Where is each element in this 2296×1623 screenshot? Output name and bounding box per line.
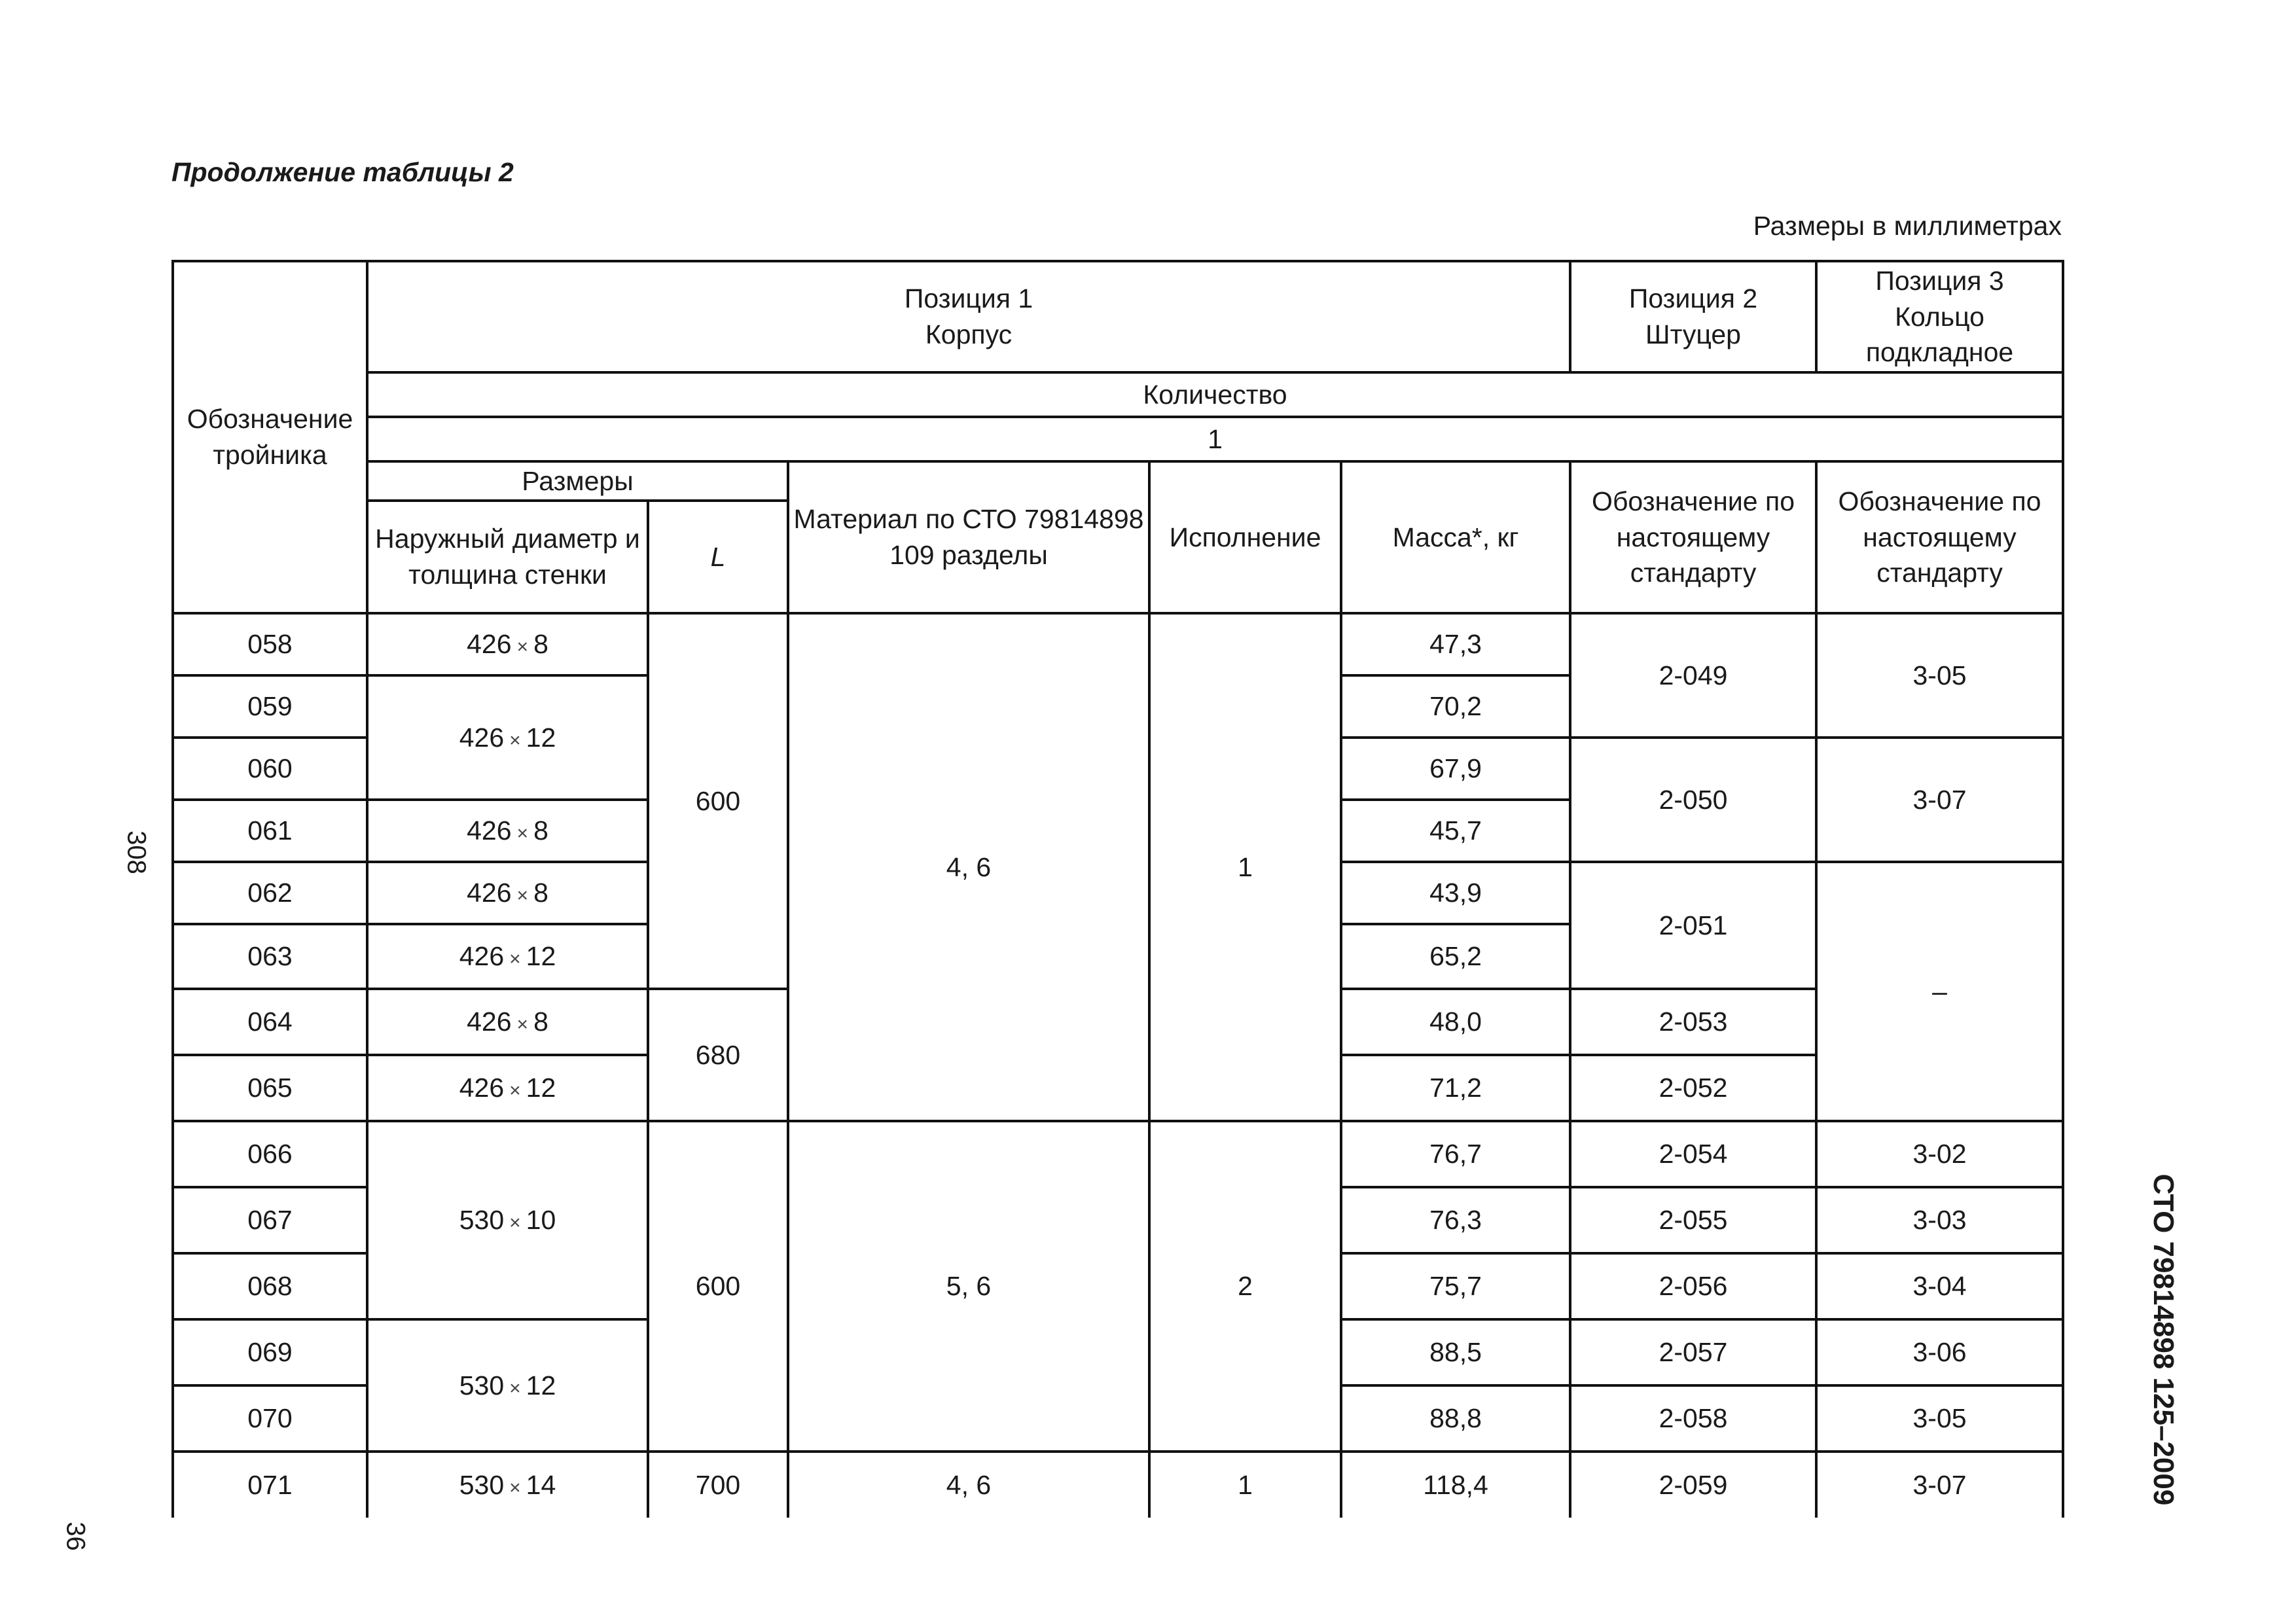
cell-mass: 45,7 bbox=[1341, 800, 1570, 862]
cell-mass: 88,5 bbox=[1341, 1319, 1570, 1385]
cell-designation: 058 bbox=[173, 613, 367, 675]
header-quantity: Количество bbox=[367, 372, 2063, 417]
cell-outer-dims: 426 × 12 bbox=[367, 675, 648, 800]
cell-pos2: 2-050 bbox=[1570, 738, 1816, 862]
cell-pos3: 3-03 bbox=[1816, 1187, 2063, 1253]
cell-pos3: 3-02 bbox=[1816, 1121, 2063, 1187]
specification-table bbox=[171, 260, 2064, 1518]
page-number-upper: 308 bbox=[122, 830, 151, 874]
cell-mass: 65,2 bbox=[1341, 924, 1570, 989]
header-length: L bbox=[648, 501, 788, 613]
cell-length: 680 bbox=[648, 989, 788, 1121]
cell-outer-dims: 426 × 12 bbox=[367, 924, 648, 989]
header-position-1: Позиция 1 Корпус bbox=[367, 261, 1570, 372]
cell-pos3: 3-04 bbox=[1816, 1253, 2063, 1319]
cell-outer-dims: 426 × 8 bbox=[367, 989, 648, 1055]
cell-pos3: 3-05 bbox=[1816, 1385, 2063, 1452]
cell-mass: 75,7 bbox=[1341, 1253, 1570, 1319]
header-dimensions: Размеры bbox=[367, 461, 788, 501]
header-position-3: Позиция 3 Кольцо подкладное bbox=[1816, 261, 2063, 372]
page-number-lower: 36 bbox=[61, 1522, 90, 1551]
cell-length: 600 bbox=[648, 1121, 788, 1452]
cell-pos2: 2-054 bbox=[1570, 1121, 1816, 1187]
cell-pos2: 2-058 bbox=[1570, 1385, 1816, 1452]
cell-mass: 70,2 bbox=[1341, 675, 1570, 738]
table-caption: Продолжение таблицы 2 bbox=[171, 157, 514, 187]
header-mass: Масса*, кг bbox=[1341, 461, 1570, 613]
cell-pos3: 3-07 bbox=[1816, 1452, 2063, 1518]
cell-pos2: 2-052 bbox=[1570, 1055, 1816, 1121]
cell-outer-dims: 426 × 12 bbox=[367, 1055, 648, 1121]
cell-pos3: 3-07 bbox=[1816, 738, 2063, 862]
header-designation: Обозначение тройника bbox=[173, 261, 367, 613]
cell-mass: 48,0 bbox=[1341, 989, 1570, 1055]
header-material: Материал по СТО 79814898 109 разделы bbox=[788, 461, 1149, 613]
cell-designation: 065 bbox=[173, 1055, 367, 1121]
cell-designation: 059 bbox=[173, 675, 367, 738]
cell-mass: 76,7 bbox=[1341, 1121, 1570, 1187]
cell-outer-dims: 426 × 8 bbox=[367, 862, 648, 924]
cell-pos2: 2-055 bbox=[1570, 1187, 1816, 1253]
cell-material: 5, 6 bbox=[788, 1121, 1149, 1452]
cell-designation: 071 bbox=[173, 1452, 367, 1518]
cell-material: 4, 6 bbox=[788, 613, 1149, 1121]
cell-material: 4, 6 bbox=[788, 1452, 1149, 1518]
cell-designation: 061 bbox=[173, 800, 367, 862]
cell-designation: 069 bbox=[173, 1319, 367, 1385]
header-execution: Исполнение bbox=[1149, 461, 1341, 613]
header-pos2-designation: Обозначение по настоящему стандарту bbox=[1570, 461, 1816, 613]
cell-mass: 71,2 bbox=[1341, 1055, 1570, 1121]
cell-pos2: 2-051 bbox=[1570, 862, 1816, 989]
header-position-2: Позиция 2 Штуцер bbox=[1570, 261, 1816, 372]
cell-outer-dims: 530 × 12 bbox=[367, 1319, 648, 1452]
cell-outer-dims: 530 × 10 bbox=[367, 1121, 648, 1319]
cell-designation: 068 bbox=[173, 1253, 367, 1319]
header-pos3-designation: Обозначение по настоящему стандарту bbox=[1816, 461, 2063, 613]
cell-pos2: 2-056 bbox=[1570, 1253, 1816, 1319]
cell-designation: 070 bbox=[173, 1385, 367, 1452]
cell-mass: 88,8 bbox=[1341, 1385, 1570, 1452]
cell-length: 700 bbox=[648, 1452, 788, 1518]
cell-mass: 47,3 bbox=[1341, 613, 1570, 675]
cell-designation: 062 bbox=[173, 862, 367, 924]
cell-pos3: – bbox=[1816, 862, 2063, 1121]
header-outer-diameter: Наружный диаметр и толщина стенки bbox=[367, 501, 648, 613]
cell-designation: 064 bbox=[173, 989, 367, 1055]
units-note: Размеры в миллиметрах bbox=[1753, 211, 2062, 241]
cell-execution: 1 bbox=[1149, 613, 1341, 1121]
cell-designation: 063 bbox=[173, 924, 367, 989]
cell-execution: 2 bbox=[1149, 1121, 1341, 1452]
cell-outer-dims: 530 × 14 bbox=[367, 1452, 648, 1518]
cell-mass: 76,3 bbox=[1341, 1187, 1570, 1253]
cell-pos2: 2-057 bbox=[1570, 1319, 1816, 1385]
cell-outer-dims: 426 × 8 bbox=[367, 800, 648, 862]
header-quantity-value: 1 bbox=[367, 417, 2063, 461]
cell-pos2: 2-049 bbox=[1570, 613, 1816, 738]
cell-pos2: 2-053 bbox=[1570, 989, 1816, 1055]
cell-mass: 43,9 bbox=[1341, 862, 1570, 924]
cell-mass: 118,4 bbox=[1341, 1452, 1570, 1518]
cell-mass: 67,9 bbox=[1341, 738, 1570, 800]
cell-length: 600 bbox=[648, 613, 788, 989]
cell-designation: 066 bbox=[173, 1121, 367, 1187]
standard-code: СТО 79814898 125–2009 bbox=[2147, 1173, 2179, 1506]
cell-execution: 1 bbox=[1149, 1452, 1341, 1518]
cell-designation: 067 bbox=[173, 1187, 367, 1253]
cell-outer-dims: 426 × 8 bbox=[367, 613, 648, 675]
cell-designation: 060 bbox=[173, 738, 367, 800]
cell-pos3: 3-05 bbox=[1816, 613, 2063, 738]
cell-pos2: 2-059 bbox=[1570, 1452, 1816, 1518]
cell-pos3: 3-06 bbox=[1816, 1319, 2063, 1385]
